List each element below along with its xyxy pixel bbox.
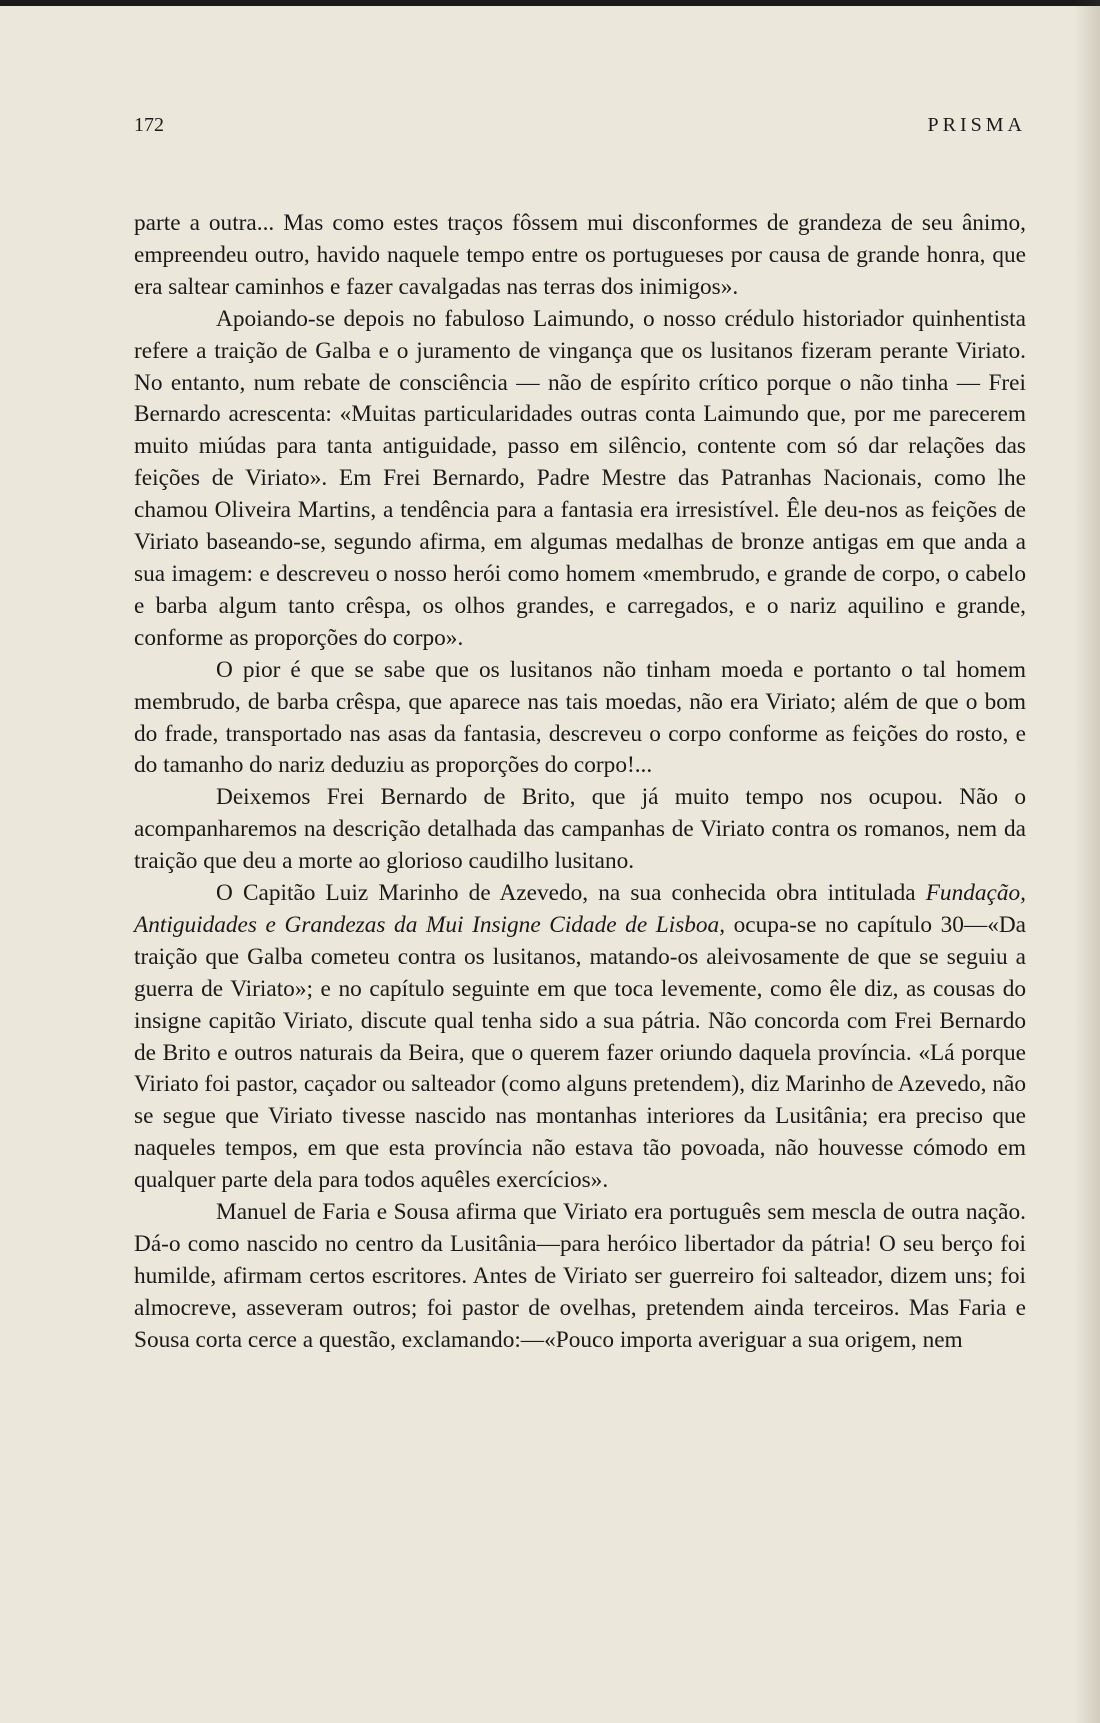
paragraph-5 — [134, 878, 1026, 1197]
paragraph-5-rest: ocupa-se no capítulo 30—«Da traição que Galba cometeu contra os lusitanos, matando-os aleivosamente de que se seguiu a guerra de Viriato»; e no capítulo seguinte em que toca levemente, como êle diz, as cousas do insigne capitão Viriato, discute qual tenha sido a sua pátria. Não concorda com Frei Bernardo de Brito e outros naturais da Beira, que o querem fazer oriundo daquela província. «Lá porque Viriato foi pastor, caçador ou salteador (como alguns pretendem), diz Marinho de Azevedo, não se segue que Viriato tivesse nascido nas montanhas interiores da Lusitânia; era preciso que naqueles tempos, em que esta província não estava tão povoada, não houvesse cómodo em qualquer parte dela para todos aquêles exercícios». — [134, 911, 1027, 1194]
book-title: Fundação, Antiguidades e Grandezas da Mui Insigne Cidade de Lisboa, — [134, 880, 1026, 938]
paragraph-5-intro: O Capitão Luiz Marinho de Azevedo, na sua conhecida obra intitulada — [216, 880, 926, 907]
page-header — [134, 114, 1026, 142]
body-text — [134, 208, 1026, 1357]
paragraph-4: Deixemos Frei Bernardo de Brito, que já muito tempo nos ocupou. Não o acompanharemos na descrição detalhada das campanhas de Viriato contra os romanos, nem da traição que deu a morte ao glorioso caudilho lusitano. — [134, 784, 1026, 875]
page-number: 172 — [134, 114, 164, 136]
paragraph-1: parte a outra... Mas como estes traços fôssem mui disconformes de grandeza de seu ânimo, empreendeu outro, havido naquele tempo entre os portugueses por causa de grande honra, que era saltear caminhos e fazer cavalgadas nas terras dos inimigos». — [134, 210, 1026, 300]
scan-top-edge — [0, 0, 1100, 6]
running-title: PRISMA — [927, 114, 1026, 136]
paragraph-2: Apoiando-se depois no fabuloso Laimundo, o nosso crédulo historiador quinhentista refere a traição de Galba e o juramento de vingança que os lusitanos fizeram perante Viriato. No entanto, num rebate de consciência — não de espírito crítico porque o não tinha — Frei Bernardo acrescenta: «Muitas particularidades outras conta Laimundo que, por me parecerem muito miúdas para tanta antiguidade, passo em silêncio, contente com só dar relações das feições de Viriato». Em Frei Bernardo, Padre Mestre das Patranhas Nacionais, como lhe chamou Oliveira Martins, a tendência para a fantasia era irresistível. Êle deu-nos as feições de Viriato baseando-se, segundo afirma, em algumas medalhas de bronze antigas em que anda a sua imagem: e descreveu o nosso herói como homem «membrudo, e grande de corpo, o cabelo e barba algum tanto crêspa, os olhos grandes, e carregados, e o nariz aquilino e grande, conforme as proporções do corpo». — [134, 305, 1026, 651]
paragraph-3: O pior é que se sabe que os lusitanos não tinham moeda e portanto o tal homem membrudo, de barba crêspa, que aparece nas tais moedas, não era Viriato; além de que o bom do frade, transportado nas asas da fantasia, descreveu o corpo conforme as feições do rosto, e do tamanho do nariz deduziu as proporções do corpo!... — [134, 656, 1026, 779]
paragraph-6: Manuel de Faria e Sousa afirma que Viriato era português sem mescla de outra nação. Dá-o como nascido no centro da Lusitânia—para heróico libertador da pátria! O seu berço foi humilde, afirmam certos escritores. Antes de Viriato ser guerreiro foi salteador, dizem uns; foi almocreve, asseveram outros; foi pastor de ovelhas, pretendem ainda terceiros. Mas Faria e Sousa corta cerce a questão, exclamando:—«Pouco importa averiguar a sua origem, nem — [134, 1199, 1026, 1353]
page-gutter-shadow — [1074, 0, 1100, 1723]
